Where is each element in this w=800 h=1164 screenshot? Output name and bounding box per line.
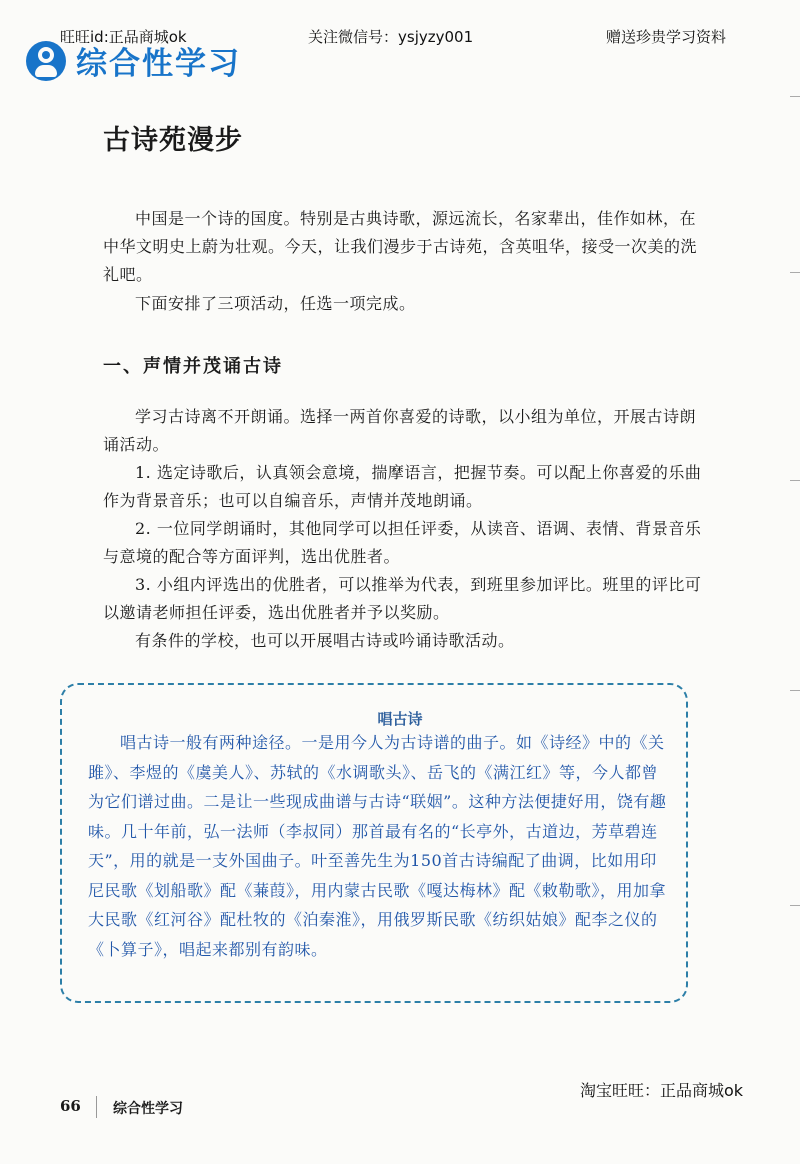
sidebar-box-text: 唱古诗一般有两种途径。一是用今人为古诗谱的曲子。如《诗经》中的《关雎》、李煜的《虞美人》、苏轼的《水调歌头》、岳飞的《满江红》等，今人都曾为它们谱过曲。二是让一些现成曲谱与古诗“联姻”。这种方法便捷好用，饶有趣味。几十年前，弘一法师（李叔同）那首最有名的“长亭外，古道边，芳草碧连天”，用的就是一支外国曲子。叶至善先生为150首古诗编配了曲调，比如用印尼民歌《划船歌》配《蒹葭》，用内蒙古民歌《嘎达梅林》配《敕勒歌》，用加拿大民歌《红河谷》配杜牧的《泊秦淮》，用俄罗斯民歌《纺织姑娘》配李之仪的《卜算子》，唱起来都别有韵味。 bbox=[88, 733, 667, 959]
activity-paragraph: 学习古诗离不开朗诵。选择一两首你喜爱的诗歌，以小组为单位，开展古诗朗诵活动。 bbox=[103, 407, 697, 454]
footer-label: 综合性学习 bbox=[113, 1101, 183, 1117]
page-edge-mark bbox=[790, 480, 800, 481]
watermark-shop-id: 旺旺id:正品商城ok bbox=[60, 28, 187, 46]
footer-divider bbox=[96, 1096, 97, 1118]
page-edge-mark bbox=[790, 272, 800, 273]
watermark-gift: 赠送珍贵学习资料 bbox=[606, 28, 727, 46]
section-header bbox=[26, 38, 241, 83]
watermark-wechat: 关注微信号：ysjyzy001 bbox=[308, 28, 474, 46]
page-title: 古诗苑漫步 bbox=[103, 125, 243, 156]
watermark-bottom: 淘宝旺旺：正品商城ok bbox=[580, 1081, 744, 1100]
activity-step-3: 3. 小组内评选出的优胜者，可以推举为代表，到班里参加评比。班里的评比可以邀请老师担任评委，选出优胜者并予以奖励。 bbox=[103, 575, 702, 622]
activity-heading: 一、声情并茂诵古诗 bbox=[103, 356, 283, 377]
activity-step-1: 1. 选定诗歌后，认真领会意境，揣摩语言，把握节奏。可以配上你喜爱的乐曲作为背景音乐；也可以自编音乐，声情并茂地朗诵。 bbox=[103, 463, 702, 510]
page-edge-mark bbox=[790, 905, 800, 906]
intro-paragraph: 中国是一个诗的国度。特别是古典诗歌，源远流长，名家辈出，佳作如林，在中华文明史上蔚为壮观。今天，让我们漫步于古诗苑，含英咀华，接受一次美的洗礼吧。 bbox=[103, 209, 698, 284]
page-number: 66 bbox=[60, 1097, 81, 1115]
sidebar-box-title: 唱古诗 bbox=[377, 710, 423, 728]
activity-note: 有条件的学校，也可以开展唱古诗或吟诵诗歌活动。 bbox=[135, 631, 515, 650]
intro-instruction: 下面安排了三项活动，任选一项完成。 bbox=[135, 294, 416, 313]
activity-step-2: 2. 一位同学朗诵时，其他同学可以担任评委，从读音、语调、表情、背景音乐与意境的配合等方面评判，选出优胜者。 bbox=[103, 519, 702, 566]
person-icon bbox=[26, 41, 66, 81]
section-title: 综合性学习 bbox=[76, 46, 241, 82]
page-edge-mark bbox=[790, 96, 800, 97]
page-edge-mark bbox=[790, 690, 800, 691]
